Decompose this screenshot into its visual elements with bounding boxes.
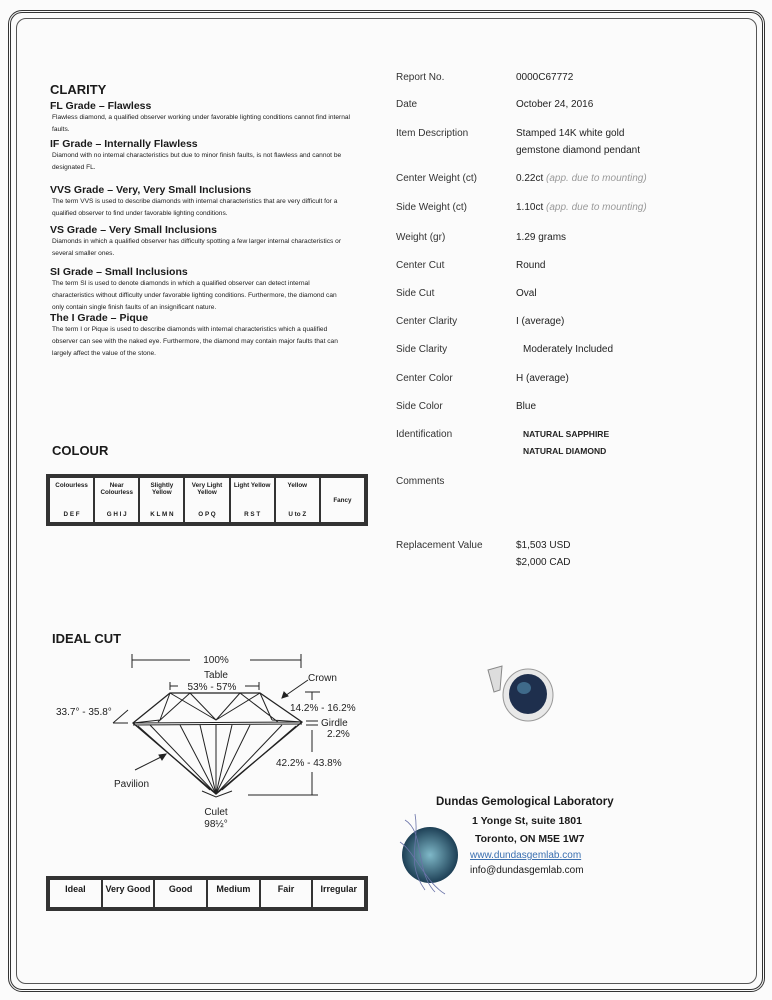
report-label: Replacement Value: [396, 540, 483, 551]
clarity-grade-text: Diamonds in which a qualified observer has difficulty spotting a few larger internal characteristics or several smaller ones.: [52, 238, 342, 257]
report-value-line2: NATURAL DIAMOND: [523, 446, 607, 456]
report-label: Side Clarity: [396, 344, 448, 355]
clarity-grade: [50, 184, 350, 220]
report-label: Weight (gr): [396, 232, 446, 243]
report-label: Side Cut: [396, 288, 435, 299]
colour-cell-grades: O P Q: [198, 511, 216, 518]
report-value: [523, 341, 613, 358]
culet-value: 98½°: [204, 819, 228, 830]
report-value-text: I (average): [516, 316, 565, 327]
colour-cell-name: Fancy: [333, 496, 352, 504]
colour-cell-name: Slightly Yellow: [150, 482, 174, 496]
colour-cell-grades: U to Z: [288, 511, 307, 518]
colour-cell-grades: G H I J: [106, 511, 127, 518]
clarity-grade-text: The term I or Pique is used to describe diamonds with internal characteristics which a qualified observer can see with the naked eye. Furthermore, the diamond may contain major faults that can largely affect the value of the stone.: [52, 326, 338, 357]
colour-cell: [50, 478, 93, 522]
girdle-label: Girdle: [321, 718, 348, 729]
report-value-text: Blue: [516, 401, 537, 412]
clarity-grade: [50, 266, 350, 314]
report-label: Center Color: [396, 373, 453, 384]
report-value: [516, 229, 566, 246]
culet-label: Culet: [204, 807, 228, 818]
report-label: Side Color: [396, 401, 443, 412]
crown-angle: 33.7° - 35.8°: [56, 707, 112, 718]
girdle-value: 2.2%: [327, 729, 350, 740]
colour-cell: [321, 478, 364, 522]
report-value-text: Round: [516, 260, 546, 271]
clarity-grade-heading: SI Grade – Small Inclusions: [50, 266, 188, 278]
report-value: [516, 313, 564, 330]
report-value-text: 0000C67772: [516, 72, 574, 83]
report-value: [516, 125, 640, 159]
clarity-grade: [50, 224, 350, 260]
report-value-text: 0.22ct: [516, 173, 544, 184]
colour-cell-name: Yellow: [287, 482, 308, 489]
report-value-text: Stamped 14K white gold: [516, 128, 625, 139]
clarity-grade: [50, 312, 350, 360]
report-label: Center Clarity: [396, 316, 458, 327]
report-label: Identification: [396, 429, 453, 440]
clarity-grade: [50, 138, 350, 174]
colour-cell-name: Colourless: [55, 482, 88, 489]
cut-grade-cell: Ideal: [50, 880, 101, 907]
hologram-seal: [395, 812, 475, 897]
cut-grade-cell: Very Good: [103, 880, 154, 907]
crown-height: 14.2% - 16.2%: [290, 703, 356, 714]
width-label: 100%: [203, 655, 229, 666]
crown-label: Crown: [308, 673, 337, 684]
lab-name: Dundas Gemological Laboratory: [436, 796, 614, 808]
report-value-line2: gemstone diamond pendant: [516, 145, 640, 156]
lab-website-link[interactable]: www.dundasgemlab.com: [470, 850, 582, 861]
colour-cell: [231, 478, 274, 522]
report-value-text: Moderately Included: [523, 344, 614, 355]
clarity-grade-text: The term SI is used to denote diamonds in which a qualified observer can detect internal characteristics without difficulty under favorable lighting conditions. Furthermore, the diamond can only contain single finish faults of an insignificant nature.: [52, 280, 337, 311]
report-value: [516, 257, 545, 274]
report-value: [516, 69, 573, 86]
report-value: [516, 370, 569, 387]
report-value-text: H (average): [516, 373, 569, 384]
report-value-line2: $2,000 CAD: [516, 557, 571, 568]
report-value-text: Oval: [516, 288, 537, 299]
colour-cell-name: Light Yellow: [233, 482, 271, 489]
cut-grade-cell: Fair: [261, 880, 312, 907]
report-value-text: 1.10ct: [516, 202, 544, 213]
report-value: [516, 285, 537, 302]
colour-cell: [276, 478, 319, 522]
report-value-text: $1,503 USD: [516, 540, 571, 551]
clarity-grade-text: Flawless diamond, a qualified observer working under favorable lighting conditions cannot find internal faults.: [52, 114, 350, 133]
colour-cell-grades: D E F: [63, 511, 80, 518]
cut-grade-cell: Good: [155, 880, 206, 907]
report-value-text: 1.29 grams: [516, 232, 567, 243]
report-label: Center Cut: [396, 260, 445, 271]
cut-grade-cell: Irregular: [313, 880, 364, 907]
report-label: Comments: [396, 476, 445, 487]
clarity-grade-heading: IF Grade – Internally Flawless: [50, 138, 198, 150]
report-label: Center Weight (ct): [396, 173, 477, 184]
colour-scale-table: [46, 474, 368, 526]
colour-cell: [185, 478, 228, 522]
report-label: Date: [396, 99, 418, 110]
cut-grade-table: [46, 876, 368, 911]
clarity-grade-heading: FL Grade – Flawless: [50, 100, 152, 112]
report-value: [516, 170, 647, 187]
report-value: [516, 199, 647, 216]
lab-address-1: 1 Yonge St, suite 1801: [472, 815, 582, 827]
clarity-grade-text: The term VVS is used to describe diamonds with internal characteristics that are very difficult for a qualified observer to find under favorable lighting conditions.: [52, 198, 338, 217]
lab-address-2: Toronto, ON M5E 1W7: [475, 833, 585, 845]
ideal-cut-diagram: [50, 640, 380, 832]
colour-title: COLOUR: [52, 443, 109, 458]
colour-cell: [95, 478, 138, 522]
pendant-photo: [480, 660, 570, 730]
clarity-title: CLARITY: [50, 82, 107, 97]
report-label: Side Weight (ct): [396, 202, 467, 213]
cut-grade-cell: Medium: [208, 880, 259, 907]
report-value: [523, 426, 609, 460]
report-value-note: (app. due to mounting): [546, 202, 647, 213]
report-label: Item Description: [396, 128, 469, 139]
colour-cell-grades: K L M N: [150, 511, 174, 518]
report-value: [516, 398, 536, 415]
clarity-grade-text: Diamond with no internal characteristics but due to minor finish faults, is not flawless and cannot be designated FL.: [52, 152, 342, 171]
table-value: 53% - 57%: [187, 682, 237, 693]
colour-cell: [140, 478, 183, 522]
clarity-grade-heading: VS Grade – Very Small Inclusions: [50, 224, 217, 236]
colour-cell-name: Very Light Yellow: [191, 482, 223, 496]
clarity-grade-heading: VVS Grade – Very, Very Small Inclusions: [50, 184, 252, 196]
report-label: Report No.: [396, 72, 445, 83]
table-label: Table: [204, 670, 228, 681]
report-value-text: October 24, 2016: [516, 99, 594, 110]
colour-cell-name: Near Colourless: [100, 482, 133, 496]
clarity-grade: [50, 100, 350, 136]
colour-cell-grades: R S T: [244, 511, 261, 518]
clarity-grade-heading: The I Grade – Pique: [50, 312, 149, 324]
pavilion-depth: 42.2% - 43.8%: [276, 758, 342, 769]
ideal-cut-title: IDEAL CUT: [52, 631, 122, 646]
pavilion-label: Pavilion: [114, 779, 150, 790]
report-value-note: (app. due to mounting): [546, 173, 647, 184]
lab-email: info@dundasgemlab.com: [470, 865, 584, 876]
report-value: [516, 96, 593, 113]
report-value-text: NATURAL SAPPHIRE: [523, 429, 610, 439]
report-value: [516, 537, 570, 571]
